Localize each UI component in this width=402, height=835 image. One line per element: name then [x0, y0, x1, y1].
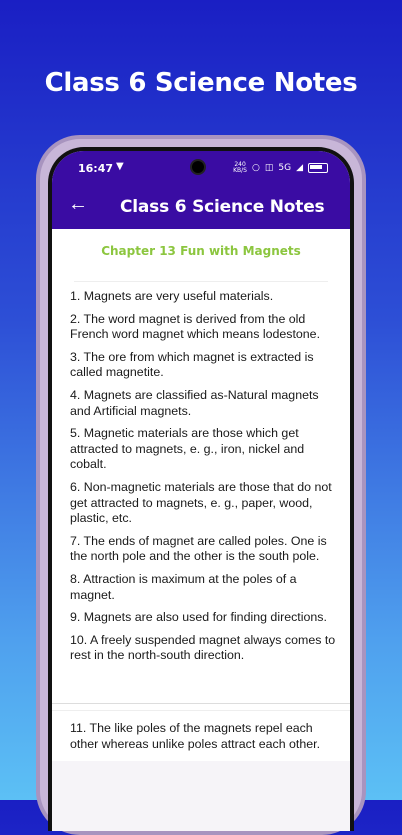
net-speed-unit: KB/S — [233, 167, 247, 174]
wifi-icon: ○ — [252, 163, 260, 173]
vibrate-icon: ◫ — [264, 163, 274, 173]
note-item: 5. Magnetic materials are those which get attracted to magnets, e. g., iron, nickel and cobalt. — [70, 426, 305, 472]
chapter-title: Chapter 13 Fun with Magnets — [101, 244, 301, 258]
net-speed-value: 240 — [234, 161, 246, 168]
notes-content — [52, 229, 350, 831]
camera-icon — [190, 159, 206, 175]
note-item: 11. The like poles of the magnets repel each other whereas unlike poles attract each other. — [70, 721, 321, 751]
phone-frame — [36, 135, 366, 835]
app-title: Class 6 Science Notes — [120, 197, 325, 217]
note-item: 8. Attraction is maximum at the poles of a magnet. — [70, 571, 297, 602]
promo-title: Class 6 Science Notes — [44, 68, 358, 98]
battery-icon — [308, 163, 328, 173]
note-item: 7. The ends of magnet are called poles. One is the north pole and the other is the south pole. — [70, 533, 327, 564]
bottom-area — [52, 761, 350, 831]
note-item: 9. Magnets are also used for finding directions. — [70, 610, 327, 625]
note-item: 4. Magnets are classified as-Natural magnets and Artificial magnets. — [70, 387, 319, 418]
app-bar — [52, 185, 350, 229]
phone-bezel — [48, 147, 354, 831]
net-speed — [233, 162, 247, 174]
note-item: 10. A freely suspended magnet always comes to rest in the north-south direction. — [70, 632, 336, 663]
note-item: 6. Non-magnetic materials are those that do not get attracted to magnets, e. g., paper, wood, plastic, etc. — [70, 479, 332, 526]
back-arrow-icon[interactable]: ← — [68, 193, 88, 215]
note-item: 3. The ore from which magnet is extracted is called magnetite. — [70, 349, 314, 380]
status-time: 16:47 — [78, 162, 114, 175]
divider — [52, 710, 350, 711]
shield-icon: ▼ — [116, 161, 124, 172]
phone-screen — [52, 151, 350, 831]
note-item: 1. Magnets are very useful materials. — [70, 289, 274, 303]
network-label: 5G — [278, 163, 292, 173]
notes-list — [70, 289, 336, 671]
status-bar — [52, 151, 350, 185]
divider — [74, 281, 328, 282]
note-item: 2. The word magnet is derived from the old French word magnet which means lodestone. — [70, 311, 321, 342]
divider — [52, 703, 350, 704]
status-icons — [233, 162, 328, 174]
signal-icon: ◢ — [296, 163, 303, 173]
